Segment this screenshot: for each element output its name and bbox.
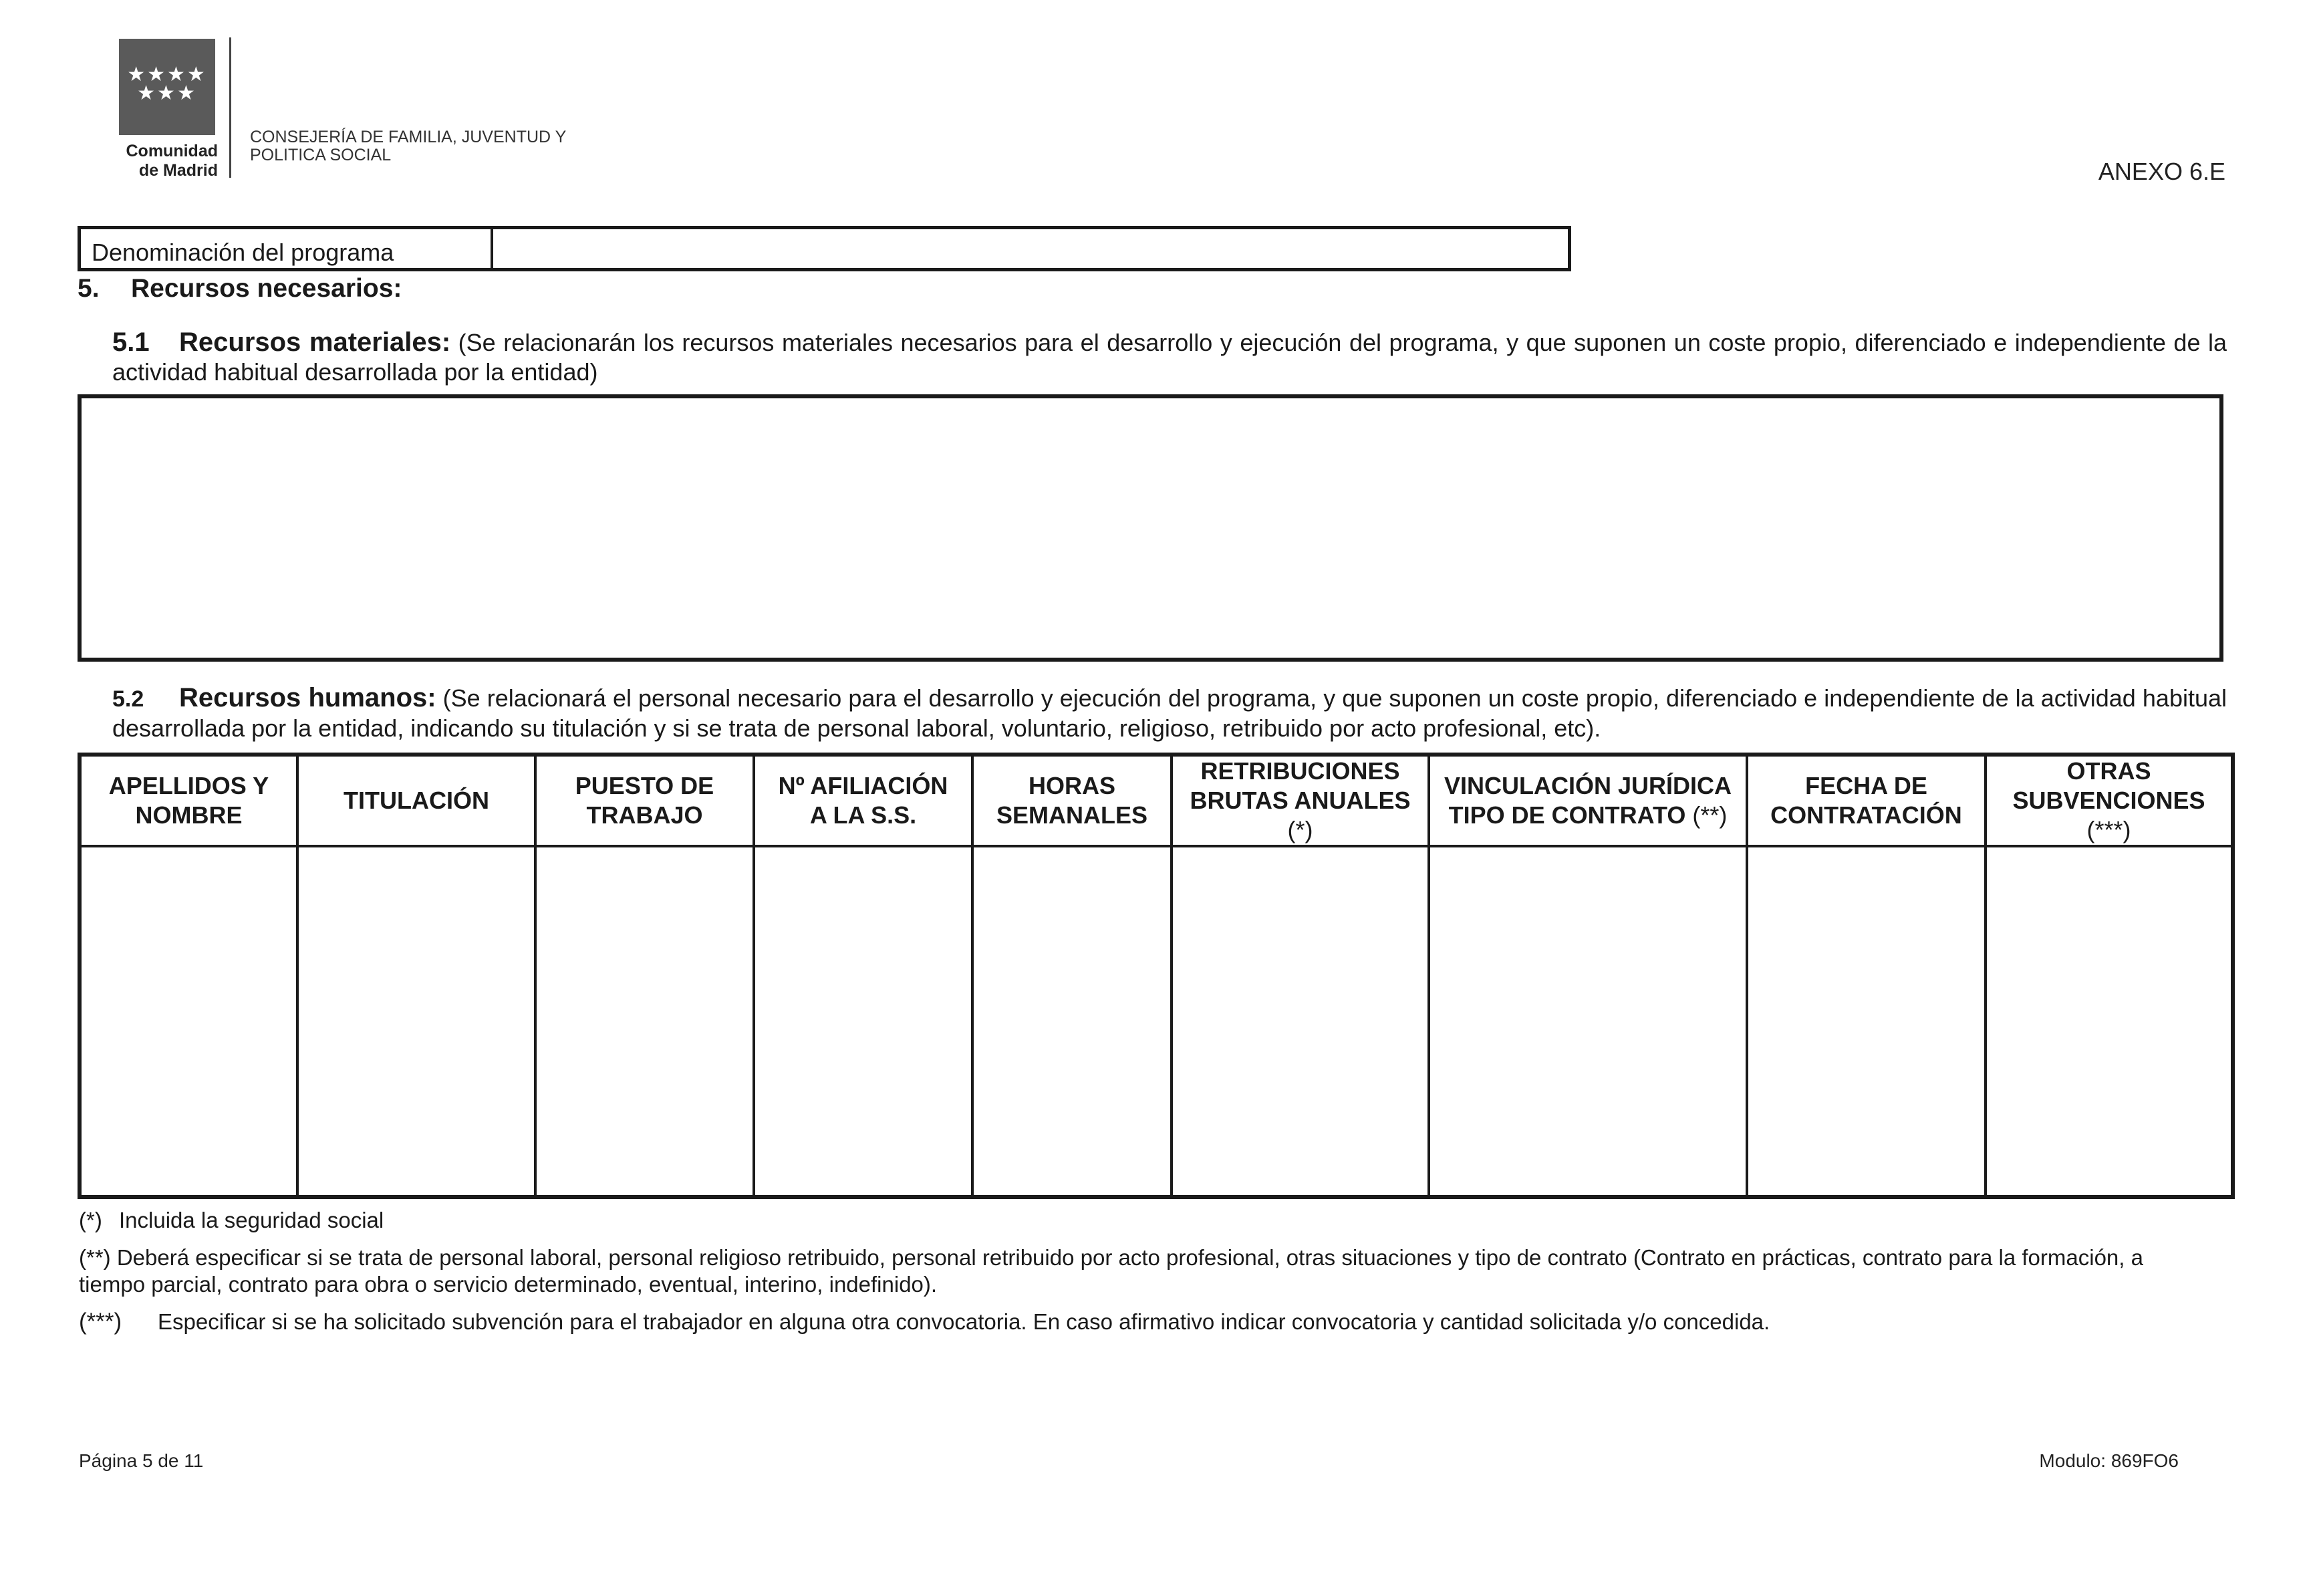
column-header-line2: A LA S.S.	[809, 801, 917, 829]
column-header-line2: NOMBRE	[135, 801, 243, 829]
table-cell-input[interactable]	[972, 846, 1172, 1197]
table-cell-input[interactable]	[1172, 846, 1429, 1197]
table-cell-input[interactable]	[297, 846, 535, 1197]
logo-text-line1: Comunidad	[126, 142, 218, 160]
table-cell-input[interactable]	[1747, 846, 1986, 1197]
column-header-line1: FECHA DE	[1805, 772, 1927, 799]
column-header	[1986, 755, 2233, 846]
column-header-line1: OTRAS	[2066, 757, 2151, 785]
column-header-line1: VINCULACIÓN JURÍDICA	[1444, 772, 1732, 799]
column-header-line2: SUBVENCIONES	[2012, 787, 2205, 814]
column-header	[80, 755, 297, 846]
program-name-field	[78, 226, 1571, 271]
page-number: Página 5 de 11	[79, 1450, 204, 1471]
section-5-title: Recursos necesarios:	[131, 274, 402, 303]
section-5-1-number: 5.1	[112, 327, 150, 357]
section-5-2-number: 5.2	[112, 686, 144, 712]
department-line1: CONSEJERÍA DE FAMILIA, JUVENTUD Y	[250, 128, 567, 146]
section-5-1-description	[112, 327, 2227, 387]
section-5-2-description	[112, 683, 2227, 743]
footnote-1-mark: (*)	[79, 1208, 102, 1232]
table-cell-input[interactable]	[1429, 846, 1747, 1197]
column-header	[1172, 755, 1429, 846]
table-cell-input[interactable]	[1986, 846, 2233, 1197]
section-5-2-title: Recursos humanos:	[179, 683, 436, 712]
column-header-line1: Nº AFILIACIÓN	[778, 772, 948, 799]
column-header-note: (*)	[1287, 816, 1313, 843]
footnote-2: (**) Deberá especificar si se trata de personal laboral, personal religioso retribuido, personal retribuido por acto profesional, otras situaciones y tipo de contrato (Contrato en prácticas, contrato para la formación, a tiempo parcial, contrato para obra o servicio determinado, eventual, interino, indefinido).	[79, 1245, 2143, 1297]
human-resources-table	[78, 753, 2235, 1199]
footnote-1	[79, 1207, 384, 1234]
logo-text-line2: de Madrid	[138, 161, 218, 180]
table-cell-input[interactable]	[754, 846, 972, 1197]
column-header	[1429, 755, 1747, 846]
footnote-3	[79, 1309, 1770, 1335]
logo-text	[118, 142, 218, 180]
column-header-note: (**)	[1692, 801, 1728, 829]
department-line2: POLITICA SOCIAL	[250, 146, 392, 164]
column-header-line1: TITULACIÓN	[344, 787, 489, 814]
program-name-label: Denominación del programa	[81, 229, 493, 268]
column-header	[1747, 755, 1986, 846]
section-5-1-title: Recursos materiales:	[179, 327, 451, 357]
section-5-number: 5.	[78, 274, 100, 303]
logo-stars-icon: ★★★★ ★★★	[127, 63, 207, 104]
footnote-3-mark: (***)	[79, 1309, 122, 1335]
column-header-line1: RETRIBUCIONES	[1200, 757, 1400, 785]
column-header	[297, 755, 535, 846]
column-header-line2: TRABAJO	[586, 801, 703, 829]
table-row	[80, 846, 2233, 1197]
column-header-line1: HORAS	[1028, 772, 1115, 799]
section-5-1-text: (Se relacionarán los recursos materiales necesarios para el desarrollo y ejecución del programa, y que suponen un coste propio, diferenciado e independiente de la actividad habitual desarrollada por la entidad)	[112, 329, 2227, 386]
column-header-line2: SEMANALES	[996, 801, 1148, 829]
footnote-1-text: Incluida la seguridad social	[119, 1208, 384, 1232]
module-code: Modulo: 869FO6	[2039, 1450, 2179, 1471]
column-header-line2: TIPO DE CONTRATO	[1448, 801, 1686, 829]
annex-label: ANEXO 6.E	[2098, 158, 2225, 185]
section-5-heading	[78, 274, 402, 303]
logo-divider	[229, 37, 231, 178]
program-name-input[interactable]	[493, 229, 1568, 268]
footnote-3-text: Especificar si se ha solicitado subvención para el trabajador en alguna otra convocatoria. En caso afirmativo indicar convocatoria y cantidad solicitada y/o concedida.	[158, 1309, 1770, 1334]
column-header	[535, 755, 754, 846]
column-header	[972, 755, 1172, 846]
table-header-row	[80, 755, 2233, 846]
column-header-line1: PUESTO DE	[575, 772, 714, 799]
column-header-line1: APELLIDOS Y	[108, 772, 269, 799]
column-header-line2: BRUTAS ANUALES	[1190, 787, 1411, 814]
department-name	[250, 128, 566, 164]
column-header	[754, 755, 972, 846]
material-resources-textarea[interactable]	[78, 394, 2223, 662]
column-header-note: (***)	[2086, 816, 2131, 843]
column-header-line2: CONTRATACIÓN	[1770, 801, 1962, 829]
section-5-2-text: (Se relacionará el personal necesario para el desarrollo y ejecución del programa, y que suponen un coste propio, diferenciado e independiente de la actividad habitual desarrollada por la entidad, indicando su titulación y si se trata de personal laboral, voluntario, religioso, retribuido por acto profesional, etc).	[112, 684, 2227, 742]
table-cell-input[interactable]	[535, 846, 754, 1197]
table-cell-input[interactable]	[80, 846, 297, 1197]
